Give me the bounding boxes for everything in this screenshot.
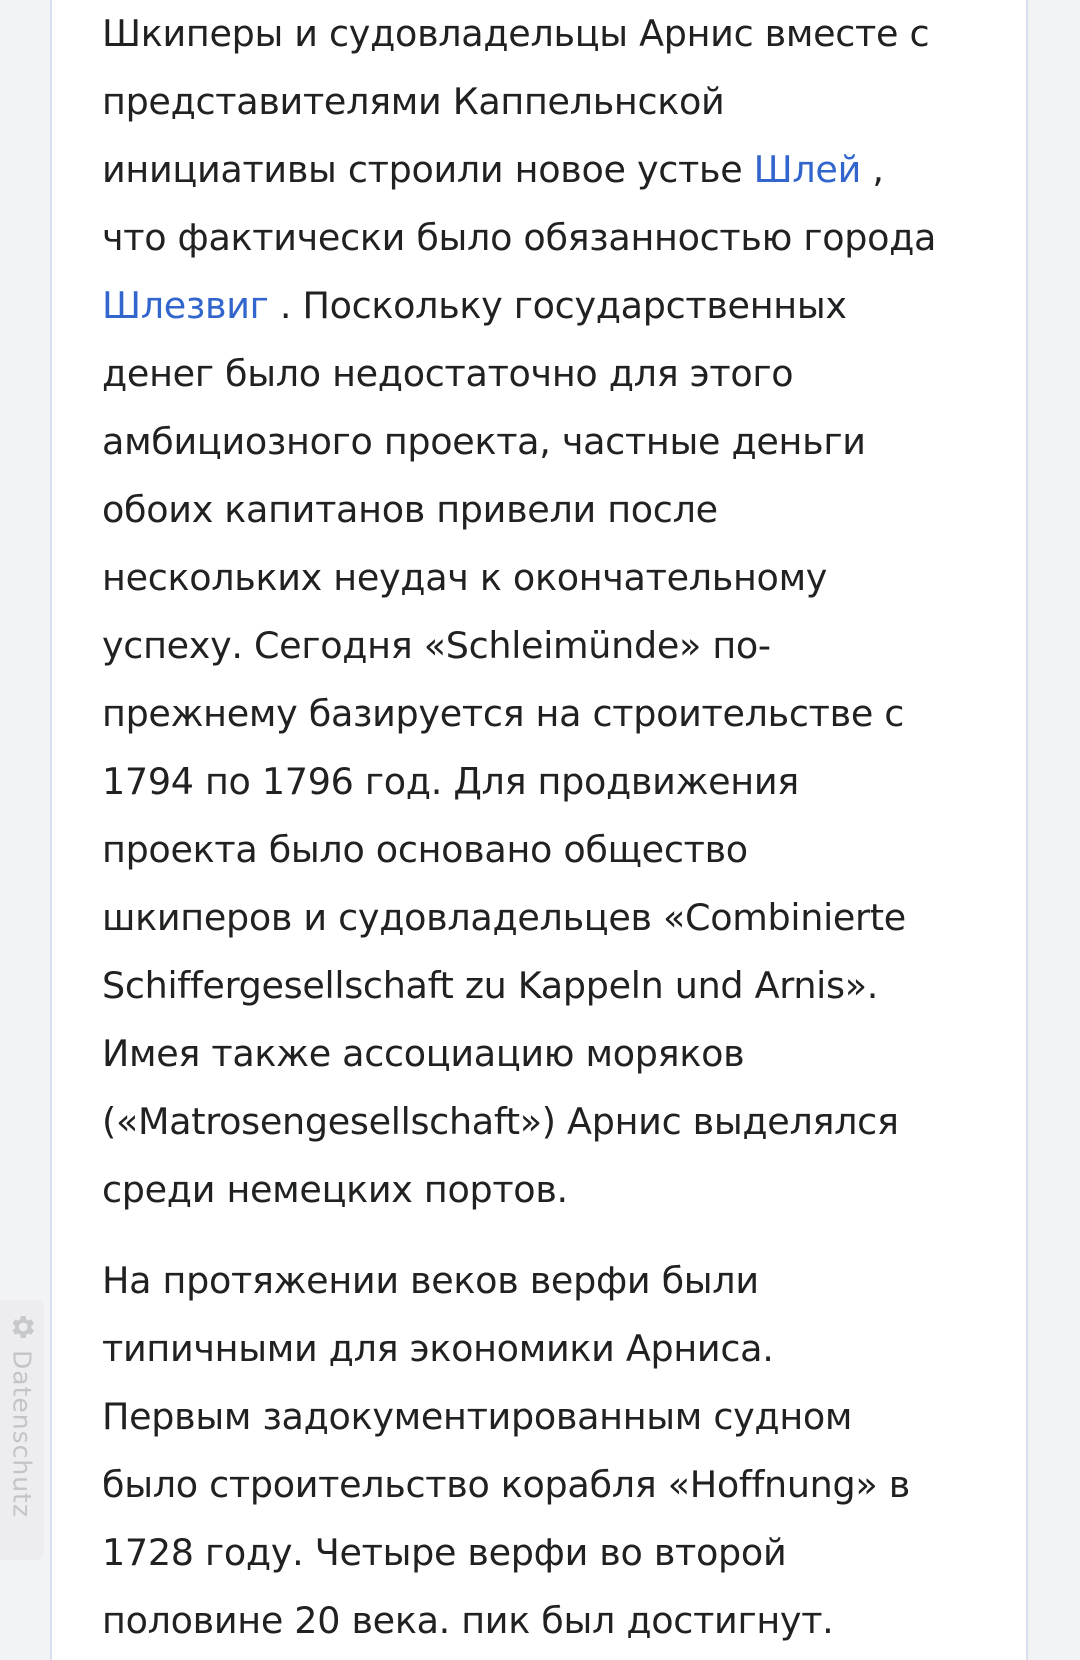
text-segment: типичными для экономики Арниса. [102, 1327, 774, 1370]
paragraph-line [102, 476, 1002, 544]
privacy-label: Datenschutz [7, 1350, 37, 1518]
article-content [50, 0, 1028, 1660]
paragraph-line [102, 1451, 1002, 1519]
paragraph-line [102, 1020, 1002, 1088]
paragraph-line [102, 884, 1002, 952]
paragraph-line [102, 1587, 1002, 1655]
paragraph-line [102, 952, 1002, 1020]
paragraph-line [102, 272, 1002, 340]
text-segment: 1728 году. Четыре верфи во второй [102, 1531, 787, 1574]
text-segment: успеху. Сегодня «Schleimünde» по- [102, 624, 771, 667]
text-segment: было строительство корабля «Hoffnung» в [102, 1463, 910, 1506]
text-segment: («Matrosengesellschaft») Арнис выделялся [102, 1100, 899, 1143]
paragraph-line [102, 68, 1002, 136]
privacy-tab-inner [6, 1312, 38, 1552]
paragraph-line [102, 816, 1002, 884]
text-segment: . Поскольку государственных [268, 284, 847, 327]
privacy-settings-tab[interactable] [0, 1300, 44, 1560]
text-segment: Имея также ассоциацию моряков [102, 1032, 745, 1075]
text-segment: что фактически было обязанностью города [102, 216, 937, 259]
text-segment: половине 20 века. пик был достигнут. [102, 1599, 834, 1642]
paragraph-line [102, 408, 1002, 476]
paragraph-line [102, 1088, 1002, 1156]
article-link[interactable]: Шлей [753, 148, 862, 191]
gear-icon [7, 1312, 37, 1342]
article-paragraph [102, 0, 1002, 1224]
article-paragraph [102, 1247, 1002, 1655]
text-segment: денег было недостаточно для этого [102, 352, 794, 395]
paragraph-line [102, 1156, 1002, 1224]
text-segment: На протяжении веков верфи были [102, 1259, 759, 1302]
paragraph-line [102, 136, 1002, 204]
text-segment: Шкиперы и судовладельцы Арнис вместе с [102, 12, 930, 55]
text-segment: представителями Каппельнской [102, 80, 725, 123]
text-segment: проекта было основано общество [102, 828, 748, 871]
text-segment: , [861, 148, 884, 191]
article-body [102, 0, 1002, 1655]
text-segment: амбициозного проекта, частные деньги [102, 420, 866, 463]
text-segment: шкиперов и судовладельцев «Combinierte [102, 896, 906, 939]
text-segment: среди немецких портов. [102, 1168, 568, 1211]
text-segment: 1794 по 1796 год. Для продвижения [102, 760, 799, 803]
paragraph-line [102, 340, 1002, 408]
paragraph-line [102, 1315, 1002, 1383]
text-segment: инициативы строили новое устье [102, 148, 754, 191]
paragraph-line [102, 204, 1002, 272]
paragraph-line [102, 748, 1002, 816]
paragraph-line [102, 680, 1002, 748]
paragraph-line [102, 1383, 1002, 1451]
article-link[interactable]: Шлезвиг [102, 284, 269, 327]
paragraph-line [102, 1247, 1002, 1315]
text-segment: нескольких неудач к окончательному [102, 556, 828, 599]
text-segment: Schiffergesellschaft zu Kappeln und Arnis». [102, 964, 879, 1007]
paragraph-line [102, 1519, 1002, 1587]
text-segment: обоих капитанов привели после [102, 488, 718, 531]
text-segment: прежнему базируется на строительстве с [102, 692, 905, 735]
paragraph-line [102, 544, 1002, 612]
paragraph-line [102, 0, 1002, 68]
text-segment: Первым задокументированным судном [102, 1395, 853, 1438]
paragraph-line [102, 612, 1002, 680]
